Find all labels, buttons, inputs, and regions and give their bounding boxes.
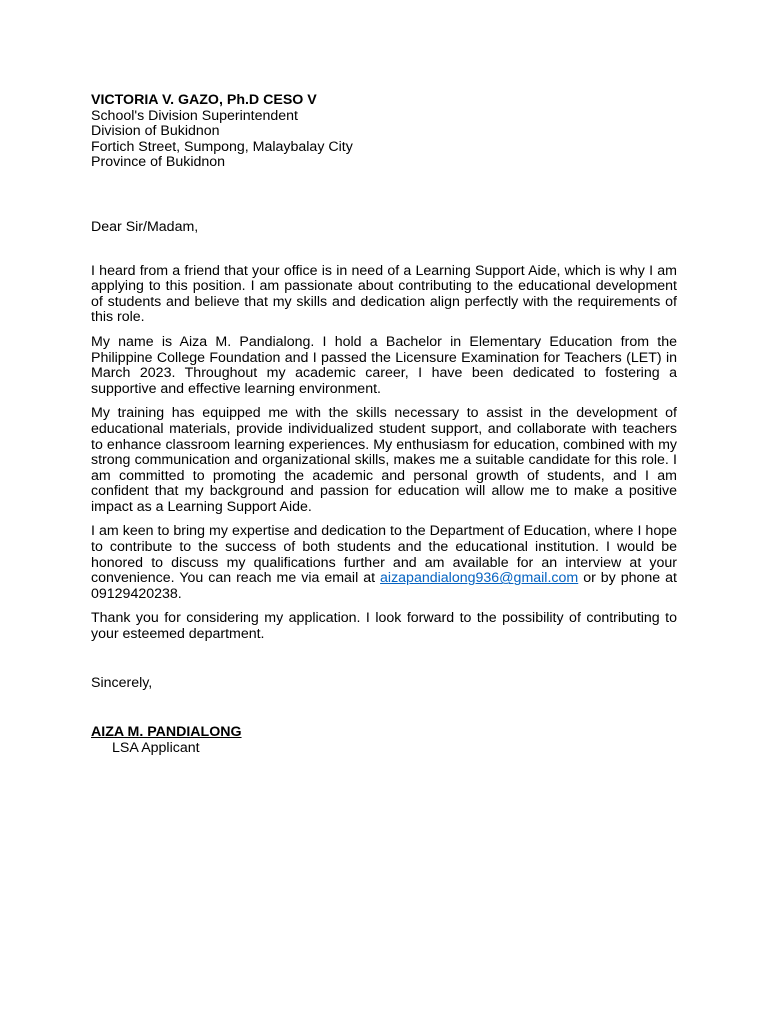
recipient-province: Province of Bukidnon: [91, 154, 226, 171]
recipient-name: VICTORIA V. GAZO, Ph.D CESO V: [91, 92, 317, 108]
letter-body: [91, 93, 677, 756]
signer-name: AIZA M. PANDIALONG: [91, 724, 242, 741]
paragraph-contact: [91, 524, 677, 602]
recipient-street: Fortich Street, Sumpong, Malaybalay City: [91, 138, 353, 155]
recipient-division: Division of Bukidnon: [91, 123, 220, 140]
recipient-title: School's Division Superintendent: [91, 107, 298, 124]
email-link[interactable]: aizapandialong936@gmail.com: [380, 570, 579, 587]
paragraph-thanks: Thank you for considering my application. I look forward to the possibility of contributing to your esteemed department.: [91, 610, 677, 643]
closing: Sincerely,: [91, 674, 153, 691]
paragraph-background: My name is Aiza M. Pandialong. I hold a Bachelor in Elementary Education from the Philippine College Foundation and I passed the Licensure Examination for Teachers (LET) in March 2023. Throughout my academic career, I have been dedicated to fostering a supportive and effective learning environment.: [91, 333, 677, 397]
contact-text-before: I am keen to bring my expertise and dedication to the Department of Education, where I hope to contribute to the success of both students and the educational institution. I would be honored to discuss my qualifications further and am available for an interview at your convenience. You can reach me via email at: [91, 523, 677, 587]
salutation: Dear Sir/Madam,: [91, 218, 199, 235]
signer-title: LSA Applicant: [112, 739, 200, 756]
paragraph-intro: I heard from a friend that your office is in need of a Learning Support Aide, which is why I am applying to this position. I am passionate about contributing to the educational development of students and believe that my skills and dedication align perfectly with the requirements of this role.: [91, 262, 677, 326]
paragraph-skills: My training has equipped me with the skills necessary to assist in the development of educational materials, provide individualized student support, and collaborate with teachers to enhance classroom learning experiences. My enthusiasm for education, combined with my strong communication and organizational skills, makes me a suitable candidate for this role. I am committed to promoting the academic and personal growth of students, and I am confident that my background and passion for education will allow me to make a positive impact as a Learning Support Aide.: [91, 405, 677, 515]
contact-text-after: or by phone at 09129420238.: [91, 570, 678, 602]
recipient-block: [91, 93, 677, 171]
